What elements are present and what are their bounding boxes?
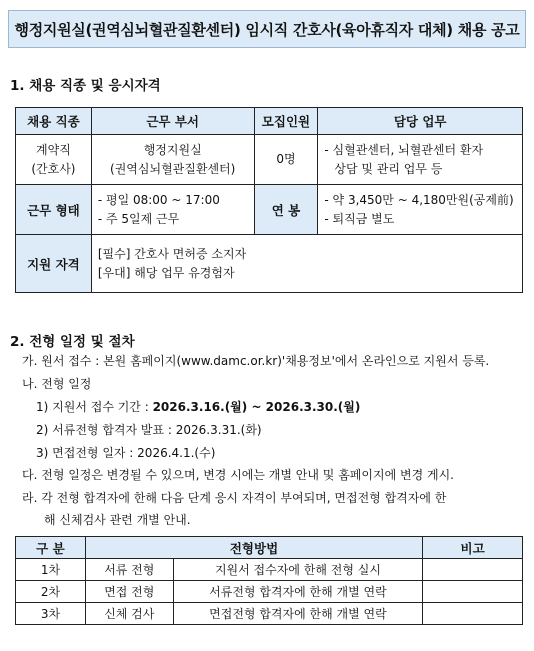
stage-cell: 2차 — [16, 581, 86, 603]
table-row — [16, 185, 523, 235]
note-cell — [423, 581, 523, 603]
table-row — [16, 559, 523, 581]
type-cell: 서류 전형 — [85, 559, 173, 581]
item-da: 다. 전형 일정은 변경될 수 있으며, 변경 시에는 개별 안내 및 홈페이지에 변경 게시. — [22, 468, 454, 482]
recruitment-table-header — [16, 108, 523, 135]
section2-heading: 2. 전형 일정 및 절차 — [10, 334, 135, 350]
table-row — [16, 135, 523, 185]
table-row — [16, 603, 523, 625]
item-ra-line2: 해 신체검사 관련 개별 안내. — [44, 513, 191, 527]
schedule-document-result: 2) 서류전형 합격자 발표 : 2026.3.31.(화) — [36, 423, 262, 437]
qualification-label: 지원 자격 — [16, 235, 92, 293]
note-cell — [423, 559, 523, 581]
department-cell: 행정지원실 (권역심뇌혈관질환센터) — [91, 135, 254, 185]
selection-process-table — [15, 536, 523, 625]
job-type-cell: 계약직 (간호사) — [16, 135, 92, 185]
work-type-label: 근무 형태 — [16, 185, 92, 235]
stage-cell: 3차 — [16, 603, 86, 625]
method-cell: 면접전형 합격자에 한해 개별 연락 — [173, 603, 422, 625]
selection-table-header — [16, 537, 523, 559]
table-row — [16, 581, 523, 603]
salary-label: 연 봉 — [254, 185, 318, 235]
duties-cell: - 심혈관센터, 뇌혈관센터 환자 상담 및 관리 업무 등 — [318, 135, 523, 185]
notice-title-bar — [8, 10, 526, 48]
schedule-application-period: 1) 지원서 접수 기간 : 2026.3.16.(월) ~ 2026.3.30.(월) — [36, 400, 361, 414]
work-type-cell: - 평일 08:00 ~ 17:00 - 주 5일제 근무 — [91, 185, 254, 235]
headcount-cell: 0명 — [254, 135, 318, 185]
item-ga: 가. 원서 접수 : 본원 홈페이지(www.damc.or.kr)'채용정보'에서 온라인으로 지원서 등록. — [22, 354, 490, 368]
type-cell: 신체 검사 — [85, 603, 173, 625]
notice-title: 행정지원실(권역심뇌혈관질환센터) 임시직 간호사(육아휴직자 대체) 채용 공고 — [14, 20, 520, 39]
header-method: 전형방법 — [85, 537, 422, 559]
header-headcount: 모집인원 — [254, 108, 318, 135]
method-cell: 서류전형 합격자에 한해 개별 연락 — [173, 581, 422, 603]
header-department: 근무 부서 — [91, 108, 254, 135]
table-row — [16, 235, 523, 293]
schedule-interview-date: 3) 면접전형 일자 : 2026.4.1.(수) — [36, 446, 216, 460]
salary-cell: - 약 3,450만 ~ 4,180만원(공제前) - 퇴직금 별도 — [318, 185, 523, 235]
type-cell: 면접 전형 — [85, 581, 173, 603]
header-job-type: 채용 직종 — [16, 108, 92, 135]
header-duties: 담당 업무 — [318, 108, 523, 135]
note-cell — [423, 603, 523, 625]
item-na: 나. 전형 일정 — [22, 377, 92, 391]
header-note: 비고 — [423, 537, 523, 559]
method-cell: 지원서 접수자에 한해 전형 실시 — [173, 559, 422, 581]
section1-heading: 1. 채용 직종 및 응시자격 — [10, 78, 161, 94]
item-ra-line1: 라. 각 전형 합격자에 한해 다음 단계 응시 자격이 부여되며, 면접전형 합격자에 한 — [22, 491, 447, 505]
header-stage: 구 분 — [16, 537, 86, 559]
stage-cell: 1차 — [16, 559, 86, 581]
qualification-cell: [필수] 간호사 면허증 소지자 [우대] 해당 업무 유경험자 — [91, 235, 522, 293]
recruitment-table — [15, 107, 523, 293]
